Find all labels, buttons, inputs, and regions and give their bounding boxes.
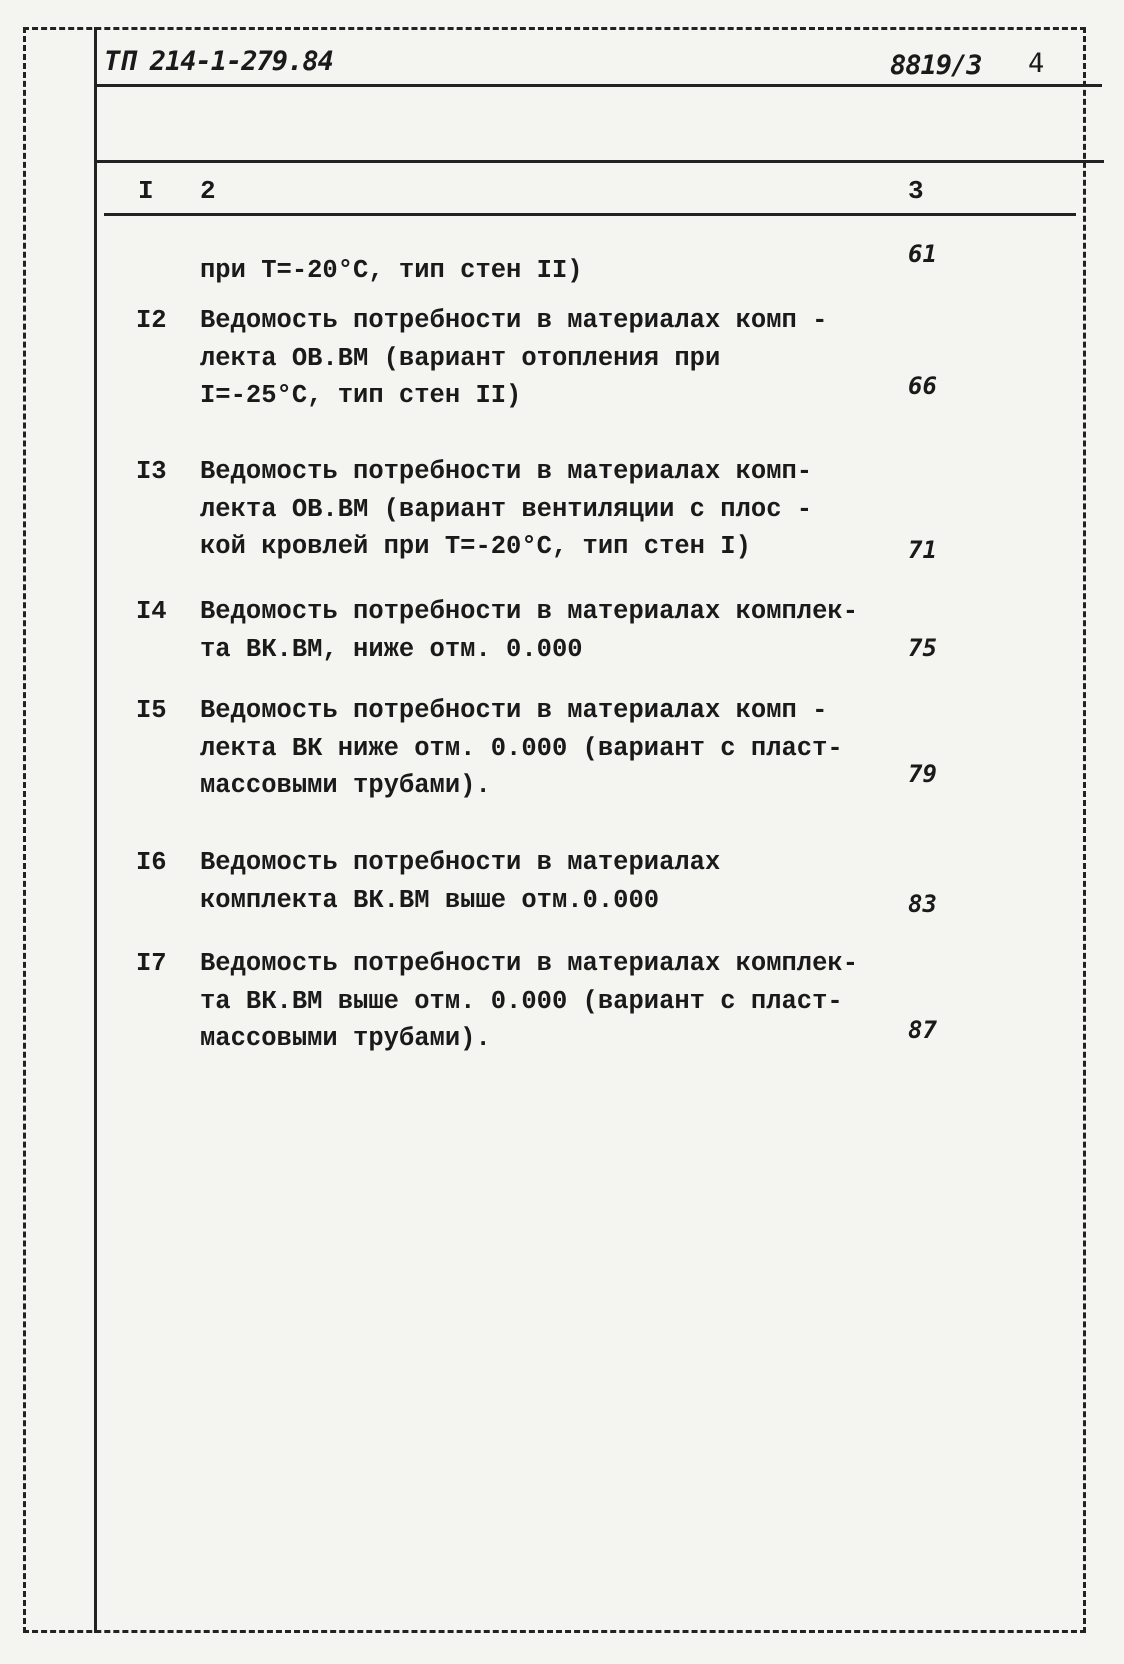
item-number: I4: [136, 597, 167, 626]
item-page-number: 79: [908, 760, 937, 788]
document-code: ТП 214-1-279.84: [104, 46, 333, 77]
item-title-line: та ВК.ВМ выше отм. 0.000 (вариант с пласт-: [200, 986, 843, 1016]
item-number: I2: [136, 306, 167, 335]
item-title-line: Ведомость потребности в материалах комп -: [200, 306, 828, 335]
item-title-line: массовыми трубами).: [200, 1024, 491, 1053]
item-title-line: I=-25°C, тип стен II): [200, 381, 522, 410]
column-header-rule: [104, 213, 1076, 216]
item-title-line: кой кровлей при T=-20°C, тип стен I): [200, 532, 751, 561]
sheet-code: 8819/3: [890, 50, 982, 81]
item-title-line: лекта ОВ.ВМ (вариант отопления при: [200, 343, 721, 373]
table-top-rule: [96, 160, 1104, 163]
item-title-line: Ведомость потребности в материалах комплек-: [200, 949, 859, 978]
item-title-line: та ВК.ВМ, ниже отм. 0.000: [200, 634, 583, 664]
binding-margin-line: [94, 27, 97, 1633]
item-title-line: лекта ОВ.ВМ (вариант вентиляции с плос -: [200, 494, 813, 524]
item-title-line: массовыми трубами).: [200, 771, 491, 800]
item-page-number: 71: [908, 536, 937, 564]
column-header-1: I: [138, 176, 154, 206]
item-title-line: лекта ВК ниже отм. 0.000 (вариант с пласт-: [200, 733, 843, 763]
column-header-2: 2: [200, 176, 216, 206]
item-title-line: при T=-20°C, тип стен II): [200, 256, 583, 285]
item-page-number: 87: [908, 1016, 937, 1044]
item-title-line: Ведомость потребности в материалах комп-: [200, 457, 813, 486]
item-page-number: 61: [908, 240, 937, 268]
item-number: I5: [136, 696, 167, 725]
item-page-number: 66: [908, 372, 937, 400]
item-page-number: 83: [908, 890, 937, 918]
item-title-line: Ведомость потребности в материалах комплек-: [200, 597, 859, 626]
item-number: I6: [136, 848, 167, 877]
page-number: 4: [1028, 48, 1044, 79]
item-number: I3: [136, 457, 167, 486]
item-page-number: 75: [908, 634, 937, 662]
column-header-3: 3: [908, 176, 924, 206]
header-rule: [96, 84, 1102, 87]
item-number: I7: [136, 949, 167, 978]
item-title-line: Ведомость потребности в материалах комп -: [200, 696, 828, 725]
item-title-line: комплекта ВК.ВМ выше отм.0.000: [200, 885, 660, 915]
item-title-line: Ведомость потребности в материалах: [200, 848, 721, 877]
